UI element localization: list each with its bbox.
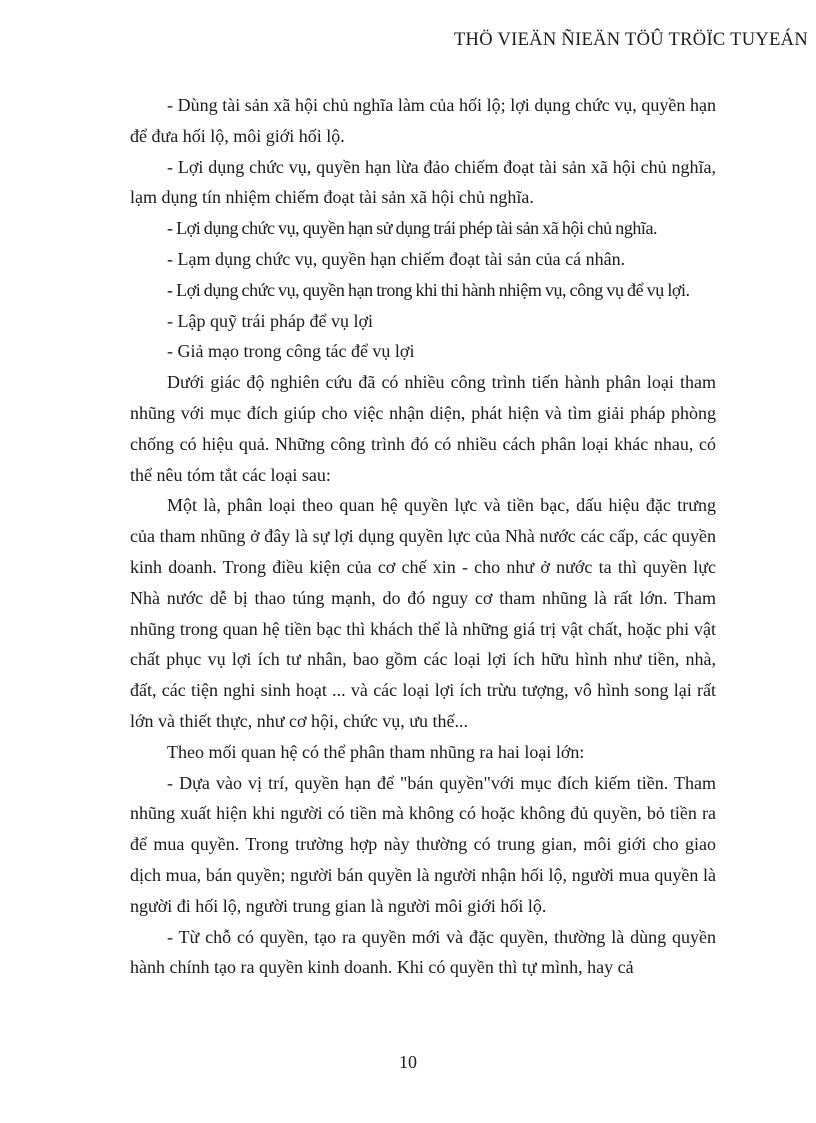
paragraph: Dưới giác độ nghiên cứu đã có nhiều công trình tiến hành phân loại tham nhũng với mục đích giúp cho việc nhận diện, phát hiện và tìm giải pháp phòng chống có hiệu quả. Những công trình đó có nhiều cách phân loại khác nhau, có thể nêu tóm tắt các loại sau:	[130, 372, 716, 485]
paragraph: - Lập quỹ trái pháp để vụ lợi	[167, 310, 373, 331]
paragraph: - Dựa vào vị trí, quyền hạn để "bán quyền"với mục đích kiếm tiền. Tham nhũng xuất hiện khi người có tiền mà không có hoặc không đủ quyền, bỏ tiền ra để mua quyền. Trong trường hợp này thường có trung gian, môi giới cho giao dịch mua, bán quyền; người bán quyền là người nhận hối lộ, người mua quyền là người đi hối lộ, người trung gian là người môi giới hối lộ.	[130, 772, 716, 916]
page-number: 10	[399, 1052, 417, 1072]
paragraph: Theo mối quan hệ có thể phân tham nhũng ra hai loại lớn:	[167, 741, 585, 762]
paragraph: - Từ chỗ có quyền, tạo ra quyền mới và đặc quyền, thường là dùng quyền hành chính tạo ra quyền kinh doanh. Khi có quyền thì tự mình, hay cả	[130, 926, 716, 978]
paragraph: - Giả mạo trong công tác để vụ lợi	[167, 341, 415, 362]
running-header: THÖ VIEÄN ÑIEÄN TÖÛ TRÖÏC TUYEÁN	[453, 30, 808, 50]
paragraph: - Dùng tài sản xã hội chủ nghĩa làm của hối lộ; lợi dụng chức vụ, quyền hạn để đưa hối lộ, môi giới hối lộ.	[130, 95, 716, 146]
paragraph: Một là, phân loại theo quan hệ quyền lực và tiền bạc, dấu hiệu đặc trưng của tham nhũng ở đây là sự lợi dụng quyền lực của Nhà nước các cấp, các quyền kinh doanh. Trong điều kiện của cơ chế xin - cho như ở nước ta thì quyền lực Nhà nước dễ bị thao túng mạnh, do đó nguy cơ tham nhũng là rất lớn. Tham nhũng trong quan hệ tiền bạc thì khách thể là những giá trị vật chất, hoặc phi vật chất phục vụ lợi ích tư nhân, bao gồm các loại lợi ích hữu hình như tiền, nhà, đất, các tiện nghi sinh hoạt ... và các loại lợi ích trừu tượng, vô hình song lại rất lớn và thiết thực, như cơ hội, chức vụ, ưu thế...	[130, 495, 716, 731]
document-body	[130, 90, 716, 983]
paragraph: - Lợi dụng chức vụ, quyền hạn sử dụng trái phép tài sản xã hội chủ nghĩa.	[167, 218, 658, 239]
paragraph: - Lạm dụng chức vụ, quyền hạn chiếm đoạt tài sản của cá nhân.	[167, 248, 626, 269]
paragraph: - Lợi dụng chức vụ, quyền hạn trong khi thi hành nhiệm vụ, công vụ để vụ lợi.	[167, 279, 690, 300]
paragraph: - Lợi dụng chức vụ, quyền hạn lừa đảo chiếm đoạt tài sản xã hội chủ nghĩa, lạm dụng tín nhiệm chiếm đoạt tài sản xã hội chủ nghĩa.	[130, 156, 716, 208]
